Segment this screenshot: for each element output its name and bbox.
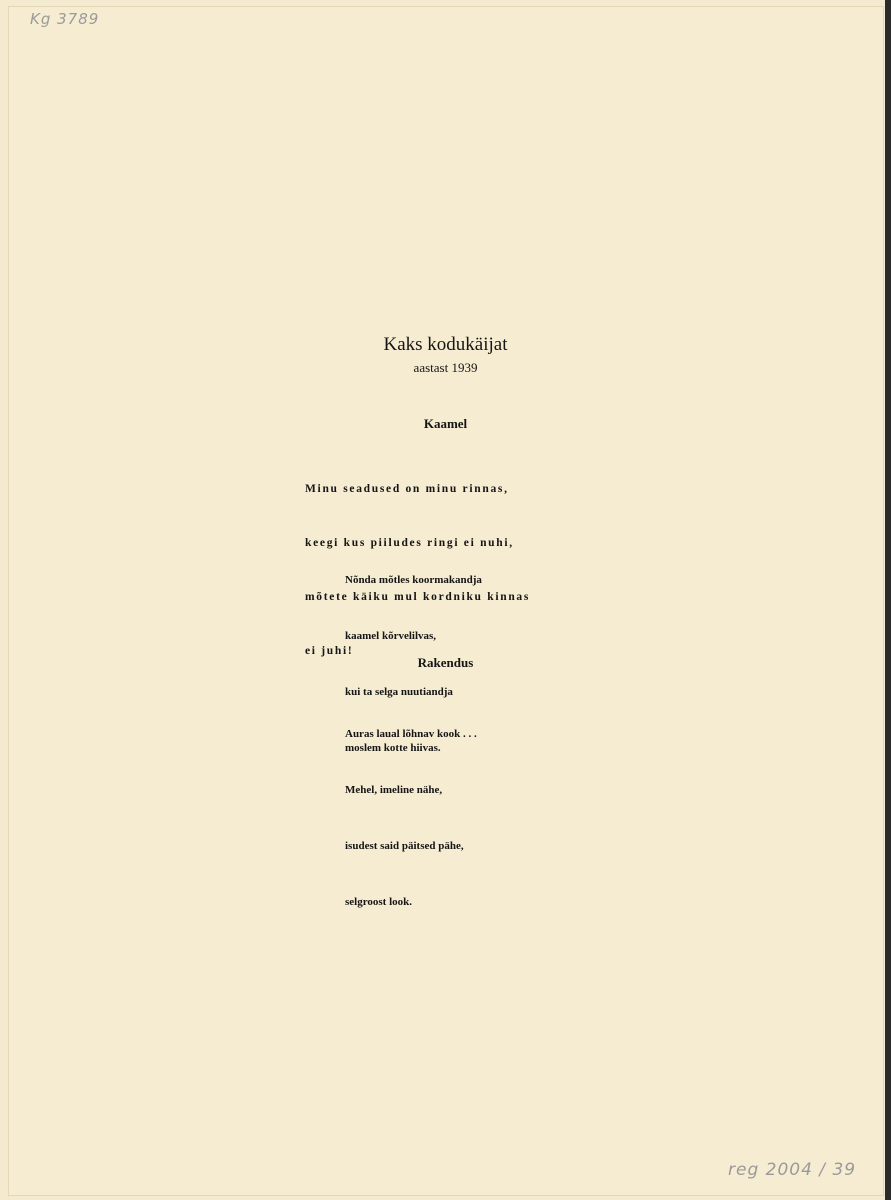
- poem-line: selgroost look.: [345, 895, 413, 908]
- poem-line: keegi kus piiludes ringi ei nuhi,: [305, 537, 514, 549]
- poem-line: Auras laual lõhnav kook . . .: [345, 728, 477, 741]
- poem-line: Nõnda mõtles koormakandja: [345, 574, 482, 587]
- poem-line: Minu seadused on minu rinnas,: [305, 483, 509, 495]
- poem-line: kaamel kõrvelilvas,: [345, 629, 437, 642]
- pencil-annotation-top: Kg 3789: [30, 10, 100, 28]
- document-title: Kaks kodukäijat: [383, 334, 508, 355]
- pencil-annotation-bottom: reg 2004 / 39: [728, 1160, 857, 1180]
- section-heading-rakendus: Rakendus: [417, 655, 474, 670]
- poem-line: kui ta selga nuutiandja: [345, 685, 453, 698]
- poem-line: moslem kotte hiivas.: [345, 741, 441, 754]
- poem-line: mõtete käiku mul kordniku kinnas: [305, 591, 531, 603]
- scan-edge: [885, 0, 891, 1200]
- stanza-rakendus: [345, 688, 477, 930]
- poem-line: Mehel, imeline nähe,: [345, 783, 443, 796]
- poem-line: isudest said päitsed pähe,: [345, 839, 464, 852]
- section-heading-kaamel: Kaamel: [423, 416, 468, 431]
- poem-line: ei juhi!: [305, 645, 354, 657]
- document-subtitle: aastast 1939: [413, 360, 478, 375]
